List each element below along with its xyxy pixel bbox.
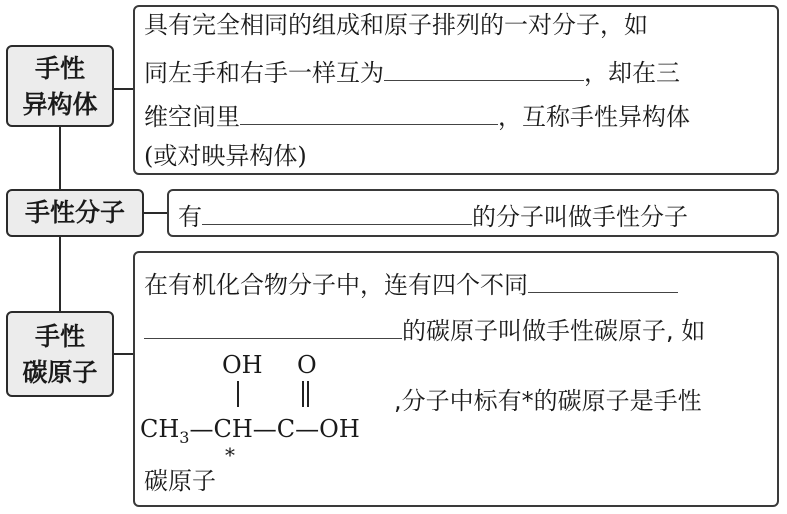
box1-line3-a: 维空间里 xyxy=(144,103,240,131)
blank-2[interactable] xyxy=(240,98,498,125)
box2-line xyxy=(178,198,688,232)
box1-line2-b: ，却在三 xyxy=(584,59,680,87)
formula-bond-vertical xyxy=(237,381,239,407)
box1-line1: 具有完全相同的组成和原子排列的一对分子，如 xyxy=(144,11,648,39)
formula-double-bond-2 xyxy=(307,381,309,407)
tree-trunk-lower xyxy=(59,237,61,312)
formula-o-top: O xyxy=(297,351,317,379)
connector-2 xyxy=(143,212,167,214)
box1-line3 xyxy=(144,98,690,132)
label-chiral-molecule xyxy=(6,189,144,237)
box1-line2 xyxy=(144,54,680,88)
label-chiral-isomer-line1: 手性 xyxy=(34,54,85,83)
label-chiral-carbon-line2: 碳原子 xyxy=(22,358,98,387)
box3-line2-b: 的碳原子叫做手性碳原子, 如 xyxy=(402,317,706,345)
box3-line1-text: 在有机化合物分子中，连有四个不同 xyxy=(144,271,528,299)
tree-trunk-upper xyxy=(59,123,61,190)
connector-3 xyxy=(112,353,133,355)
box3-after-formula: ,分子中标有*的碳原子是手性 xyxy=(394,387,702,415)
box2-prefix: 有 xyxy=(178,203,202,231)
formula-chain: —CH—C—OH xyxy=(189,415,360,443)
box2-suffix: 的分子叫做手性分子 xyxy=(472,203,688,231)
label-chiral-carbon-line1: 手性 xyxy=(34,322,85,351)
box3-line1 xyxy=(144,266,678,300)
formula-star: * xyxy=(225,443,235,467)
connector-1 xyxy=(112,88,133,90)
blank-5[interactable] xyxy=(144,312,402,339)
box1-line3-b: ，互称手性异构体 xyxy=(498,103,690,131)
label-chiral-isomer-line2: 异构体 xyxy=(22,90,98,119)
formula-ch3: CH xyxy=(140,415,180,443)
box3-last-line: 碳原子 xyxy=(144,467,216,495)
box1-line2-a: 同左手和右手一样互为 xyxy=(144,59,384,87)
formula-double-bond-1 xyxy=(302,381,304,407)
label-chiral-molecule-text: 手性分子 xyxy=(24,198,125,227)
formula-oh-top: OH xyxy=(222,351,263,379)
label-chiral-carbon xyxy=(6,311,114,397)
blank-3[interactable] xyxy=(202,198,472,225)
blank-4[interactable] xyxy=(528,266,678,293)
formula-ch3-sub: 3 xyxy=(179,427,190,447)
box1-line4: (或对映异构体) xyxy=(144,142,307,170)
blank-1[interactable] xyxy=(384,54,584,81)
label-chiral-isomer xyxy=(6,45,114,127)
formula-main xyxy=(140,416,360,451)
box3-line2 xyxy=(144,312,705,346)
